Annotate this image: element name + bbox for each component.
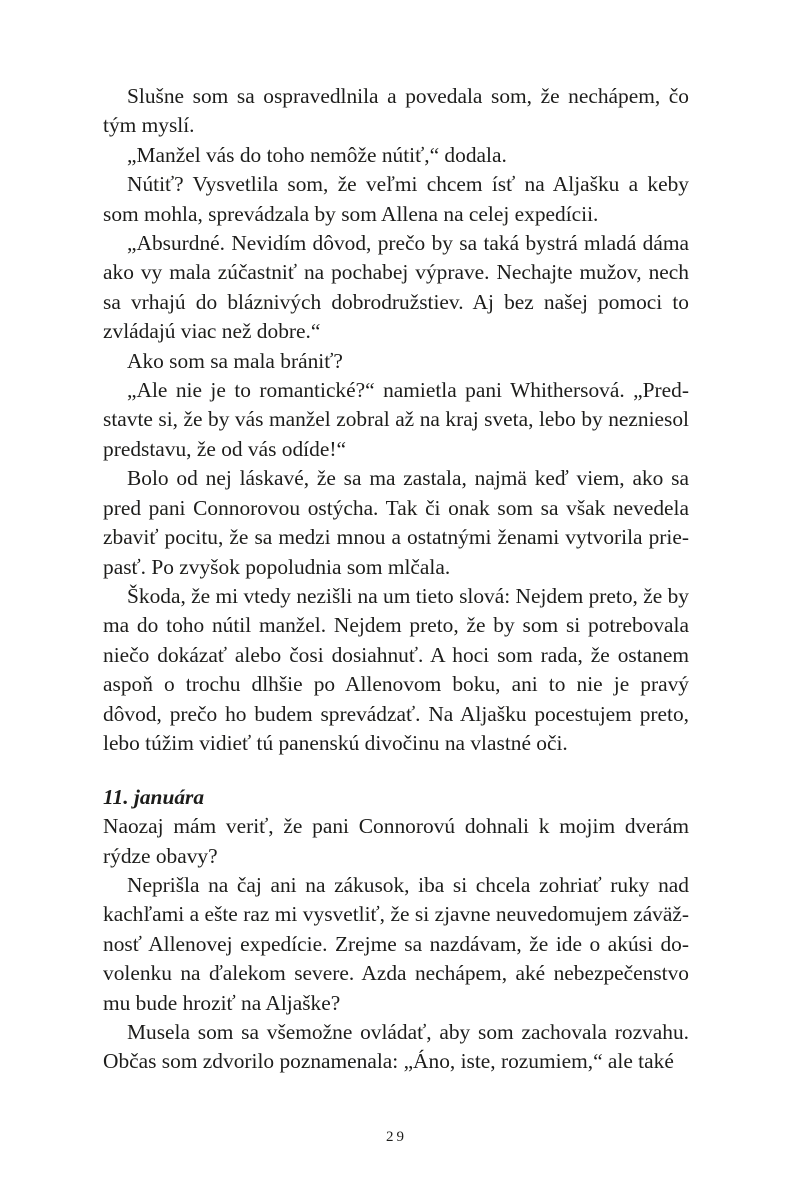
page-number: 29 xyxy=(386,1129,407,1145)
paragraph: Musela som sa všemožne ovládať, aby som zachovala rozvahu. Občas som zdvorilo poznamenala: „Áno, iste, rozumiem,“ ale také xyxy=(103,1019,689,1074)
paragraph: Škoda, že mi vtedy nezišli na um tieto slová: Nejdem preto, že by ma do toho nútil manžel. Nejdem preto, že by som si potrebovala niečo dokázať alebo čosi dosiahnuť. A hoci som rada, že ostanem aspoň o trochu dlhšie po Allenovom boku, ani to nie je pravý dôvod, prečo ho budem sprevádzať. Na Aljašku pocestujem preto, lebo túžim vidieť tú panenskú divočinu na vlastné oči. xyxy=(103,583,689,755)
paragraph: Neprišla na čaj ani na zákusok, iba si chcela zohriať ruky nad kachľami a ešte raz mi vysvetliť, že si zjavne neuvedomujem záväžnosť Allenovej expedície. Zrejme sa nazdávam, že ide o akúsi dovolenku na ďalekom severe. Azda nechápem, aké nebezpečenstvo mu bude hroziť na Aljaške? xyxy=(103,872,689,1015)
paragraph: Nútiť? Vysvetlila som, že veľmi chcem ísť na Aljašku a keby som mohla, sprevádzala by som Allena na celej expedícii. xyxy=(103,172,689,226)
paragraph: Ako som sa mala brániť? xyxy=(127,348,343,373)
paragraph: „Manžel vás do toho nemôže nútiť,“ dodala. xyxy=(127,142,507,167)
paragraph: „Absurdné. Nevidím dôvod, prečo by sa taká bystrá mladá dáma ako vy mala zúčastniť na pochabej výprave. Nechajte mužov, nech sa vrhajú do bláznivých dobrodružstiev. Aj bez našej pomoci to zvládajú viac než dobre.“ xyxy=(103,231,689,344)
paragraph: Bolo od nej láskavé, že sa ma zastala, najmä keď viem, ako sa pred pani Connorovou ostýcha. Tak či onak som sa však nevedela zbaviť pocitu, že sa medzi mnou a ostatnými ženami vytvorila priepasť. Po zvyšok popoludnia som mlčala. xyxy=(103,466,689,579)
paragraph: Naozaj mám veriť, že pani Connorovú dohnali k mojim dverám rýdze obavy? xyxy=(103,814,689,868)
paragraph: „Ale nie je to romantické?“ namietla pani Whithersová. „Predstavte si, že by vás manžel zobral až na kraj sveta, lebo by nezniesol predstavu, že od vás odíde!“ xyxy=(103,378,689,461)
diary-date-heading: 11. januára xyxy=(103,784,205,809)
paragraph: Slušne som sa ospravedlnila a povedala som, že nechápem, čo tým myslí. xyxy=(103,84,689,138)
body-text xyxy=(103,82,689,1077)
